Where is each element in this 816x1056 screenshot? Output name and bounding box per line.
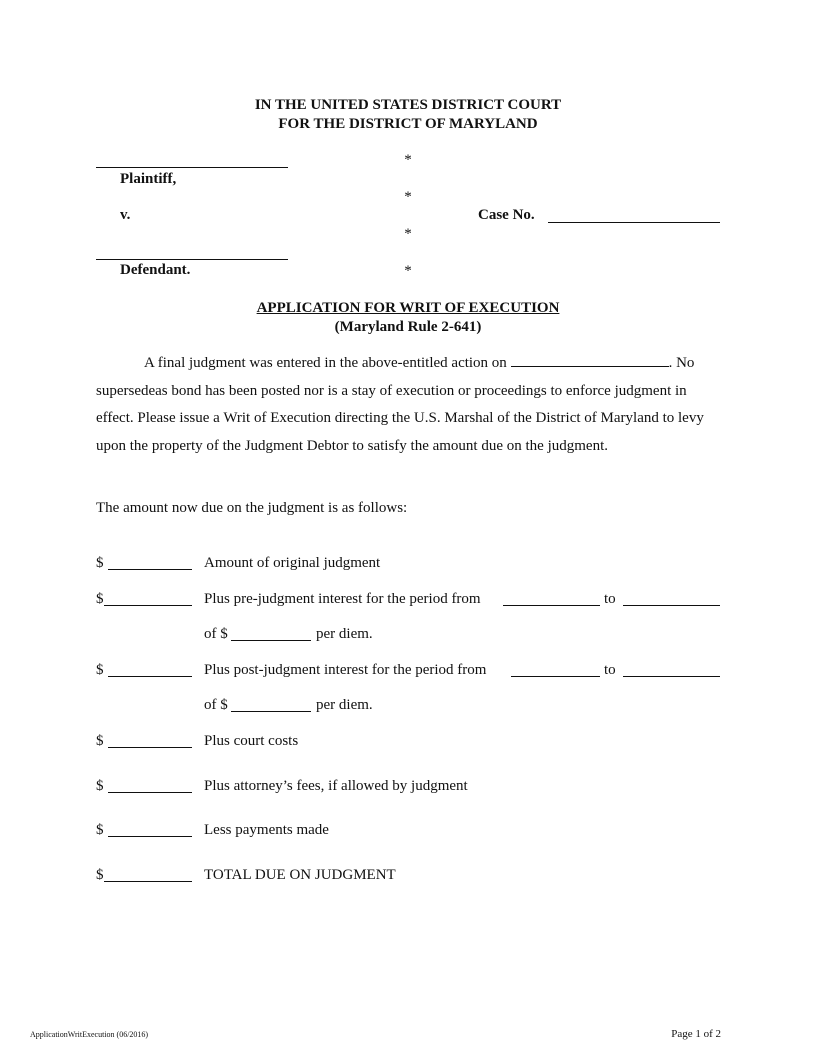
caption-star: * bbox=[404, 226, 412, 242]
dollar-sign: $ bbox=[96, 867, 104, 883]
case-no-label: Case No. bbox=[478, 207, 535, 223]
original-judgment-label: Amount of original judgment bbox=[204, 555, 381, 571]
case-no-field[interactable] bbox=[548, 222, 720, 223]
dollar-sign: $ bbox=[96, 822, 104, 838]
caption-star: * bbox=[404, 263, 412, 279]
of-dollar-label: of $ bbox=[204, 697, 228, 713]
post-judgment-from-date-field[interactable] bbox=[511, 676, 600, 677]
original-judgment-amount-field[interactable] bbox=[108, 569, 192, 570]
writ-request-text: No supersedeas bond has been posted nor is a stay of execution or proceedings to enforce judgment in effect. Please issue a Writ of Execution directing the U.S. Marshal of the District of Maryland to levy upon the property of the Judgment Debtor to satisfy the amount due on the judgment. bbox=[96, 355, 704, 455]
dollar-sign: $ bbox=[96, 555, 104, 571]
of-dollar-label: of $ bbox=[204, 626, 228, 642]
pre-judgment-to-date-field[interactable] bbox=[623, 605, 720, 606]
dollar-sign: $ bbox=[96, 591, 104, 607]
court-costs-label: Plus court costs bbox=[204, 733, 299, 749]
judgment-date-field[interactable] bbox=[511, 353, 669, 367]
caption-star: * bbox=[404, 189, 412, 205]
dollar-sign: $ bbox=[96, 733, 104, 749]
per-diem-label: per diem. bbox=[316, 697, 373, 713]
defendant-label: Defendant. bbox=[120, 262, 191, 278]
page-number: Page 1 of 2 bbox=[671, 1028, 721, 1040]
court-name: IN THE UNITED STATES DISTRICT COURT bbox=[254, 97, 562, 113]
total-due-amount-field[interactable] bbox=[104, 881, 192, 882]
amount-intro: The amount now due on the judgment is as follows: bbox=[96, 500, 408, 516]
post-judgment-to-date-field[interactable] bbox=[623, 676, 720, 677]
post-judgment-interest-label: Plus post-judgment interest for the period from bbox=[204, 662, 487, 678]
post-judgment-interest-amount-field[interactable] bbox=[108, 676, 192, 677]
plaintiff-name-line[interactable] bbox=[96, 167, 288, 168]
per-diem-label: per diem. bbox=[316, 626, 373, 642]
court-costs-amount-field[interactable] bbox=[108, 747, 192, 748]
judgment-date-sentence: A final judgment was entered in the above-entitled action on bbox=[144, 355, 507, 371]
pre-judgment-per-diem-field[interactable] bbox=[231, 640, 311, 641]
form-identifier: ApplicationWritExecution (06/2016) bbox=[30, 1030, 149, 1039]
payments-made-amount-field[interactable] bbox=[108, 836, 192, 837]
versus-label: v. bbox=[120, 207, 131, 223]
dollar-sign: $ bbox=[96, 662, 104, 678]
less-payments-label: Less payments made bbox=[204, 822, 329, 838]
post-judgment-per-diem-field[interactable] bbox=[231, 711, 311, 712]
attorney-fees-amount-field[interactable] bbox=[108, 792, 192, 793]
pre-judgment-from-date-field[interactable] bbox=[503, 605, 600, 606]
district-name: FOR THE DISTRICT OF MARYLAND bbox=[278, 116, 538, 132]
plaintiff-label: Plaintiff, bbox=[120, 171, 177, 187]
defendant-name-line[interactable] bbox=[96, 259, 288, 260]
body-paragraph: A final judgment was entered in the above-entitled action on . No supersedeas bond has been posted nor is a stay of execution or proceedings to enforce judgment in effect. Please issue a Writ of Execution directing the U.S. Marshal of the District of Maryland to levy upon the property of the Judgment Debtor to satisfy the amount due on the judgment. bbox=[96, 355, 704, 455]
document-title: APPLICATION FOR WRIT OF EXECUTION bbox=[256, 300, 560, 316]
document-subtitle: (Maryland Rule 2-641) bbox=[334, 319, 482, 335]
total-due-label: TOTAL DUE ON JUDGMENT bbox=[204, 867, 396, 883]
dollar-sign: $ bbox=[96, 778, 104, 794]
to-label: to bbox=[604, 662, 616, 678]
pre-judgment-interest-amount-field[interactable] bbox=[104, 605, 192, 606]
attorney-fees-label: Plus attorney’s fees, if allowed by judgment bbox=[204, 778, 468, 794]
pre-judgment-interest-label: Plus pre-judgment interest for the period from bbox=[204, 591, 481, 607]
caption-star: * bbox=[404, 152, 412, 168]
to-label: to bbox=[604, 591, 616, 607]
